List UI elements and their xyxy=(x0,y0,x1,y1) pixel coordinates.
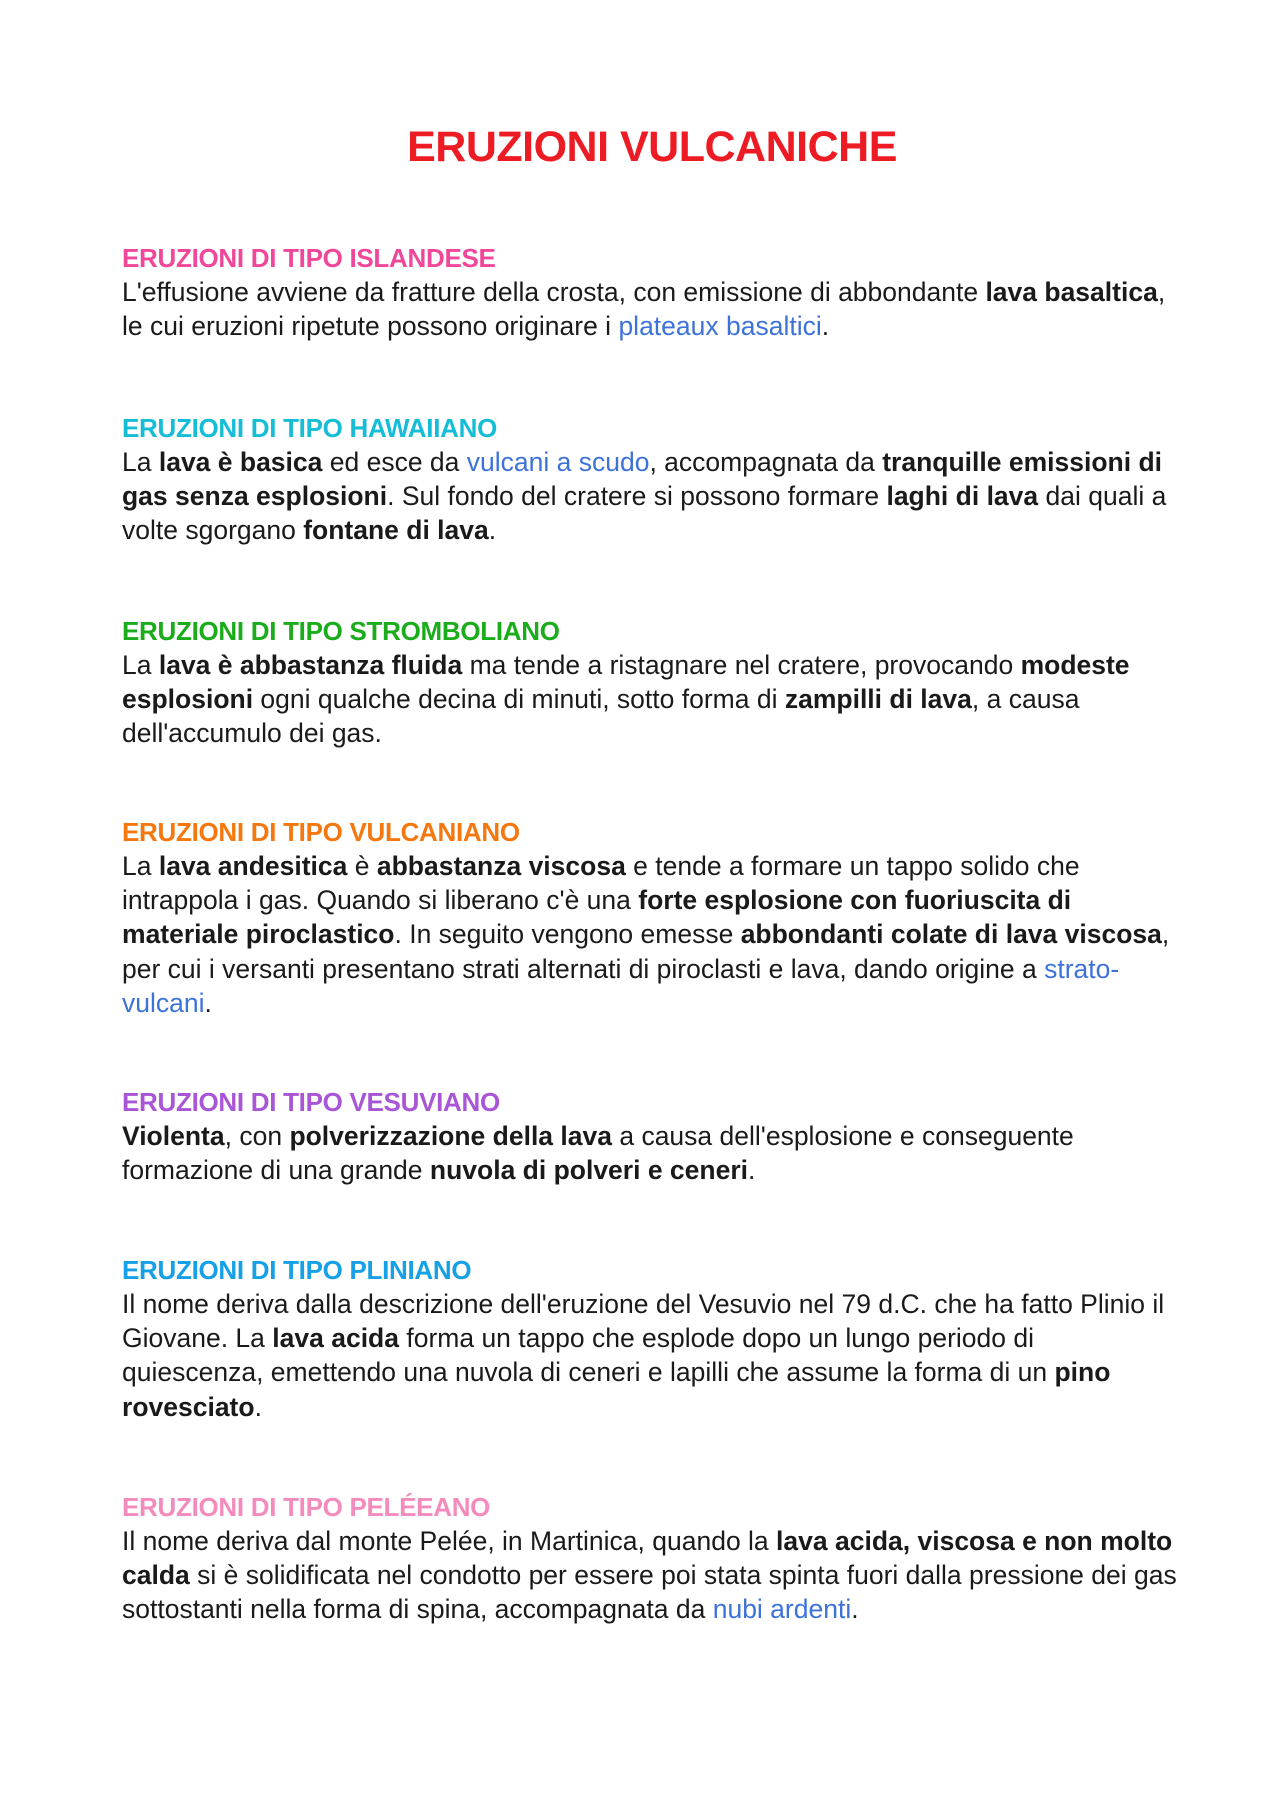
text-span: è xyxy=(347,851,377,881)
text-span: Il nome deriva dalla descrizione dell'eruzione del Vesuvio nel 79 d.C. che ha fatto Plinio il Giovane. La xyxy=(122,1289,1165,1354)
bold-span: lava acida, viscosa e non molto calda xyxy=(122,1526,1173,1591)
bold-span: lava acida xyxy=(272,1323,399,1354)
section-heading-islandese: ERUZIONI DI TIPO ISLANDESE xyxy=(122,243,496,273)
link-strato-vulcani[interactable]: strato-vulcani xyxy=(122,953,1120,1018)
section-body-vesuviano xyxy=(122,1119,1182,1187)
bold-span: abbondanti colate di lava viscosa xyxy=(740,919,1162,950)
text-span: dai quali a volte sgorgano xyxy=(122,481,1167,546)
bold-span: Violenta xyxy=(122,1121,225,1151)
bold-span: lava è abbastanza fluida xyxy=(158,650,463,680)
bold-span: lava andesitica xyxy=(158,851,348,881)
text-span: , le cui eruzioni ripetute possono originare i xyxy=(122,277,1166,342)
section-body-stromboliano xyxy=(122,648,1182,751)
text-span: . xyxy=(821,311,830,342)
section-islandese xyxy=(122,241,1182,343)
section-body-vulcaniano xyxy=(122,849,1182,1020)
page-title: ERUZIONI VULCANICHE xyxy=(407,123,897,171)
link-plateaux-basaltici[interactable]: plateaux basaltici xyxy=(618,311,822,342)
text-span: forma un tappo che esplode dopo un lungo periodo di quiescenza, emettendo una nuvola di ceneri e lapilli che assume la forma di un xyxy=(122,1323,1055,1388)
link-nubi-ardenti[interactable]: nubi ardenti xyxy=(712,1594,852,1625)
section-vesuviano xyxy=(122,1085,1182,1187)
section-body-islandese xyxy=(122,275,1182,343)
text-span: si è solidificata nel condotto per essere poi stata spinta fuori dalla pressione dei gas sottostanti nella forma di spina, accompagnata da xyxy=(122,1560,1177,1625)
text-span: . In seguito vengono emesse xyxy=(394,919,741,950)
text-span: . xyxy=(748,1155,756,1186)
section-heading-stromboliano: ERUZIONI DI TIPO STROMBOLIANO xyxy=(122,616,560,646)
section-heading-hawaiiano: ERUZIONI DI TIPO HAWAIIANO xyxy=(122,413,497,443)
bold-span: pino rovesciato xyxy=(122,1357,1111,1422)
bold-span: tranquille emissioni di gas senza esplosioni xyxy=(122,447,1163,512)
bold-span: lava è basica xyxy=(158,447,323,477)
section-heading-vulcaniano: ERUZIONI DI TIPO VULCANIANO xyxy=(122,817,520,847)
section-stromboliano xyxy=(122,614,1182,751)
text-span: . xyxy=(204,987,212,1018)
text-span: . xyxy=(851,1594,859,1625)
text-span: ma tende a ristagnare nel cratere, provocando xyxy=(462,650,1021,680)
section-body-pliniano xyxy=(122,1287,1182,1424)
bold-span: polverizzazione della lava xyxy=(289,1121,612,1151)
bold-span: modeste esplosioni xyxy=(122,650,1130,715)
section-vulcaniano xyxy=(122,815,1182,1020)
section-body-peleeano xyxy=(122,1524,1182,1627)
section-heading-vesuviano: ERUZIONI DI TIPO VESUVIANO xyxy=(122,1087,500,1117)
text-span: Il nome deriva dal monte Pelée, in Martinica, quando la xyxy=(122,1526,777,1556)
bold-span: forte esplosione con fuoriuscita di materiale piroclastico xyxy=(122,885,1072,950)
bold-span: fontane di lava xyxy=(303,515,489,546)
bold-span: nuvola di polveri e ceneri xyxy=(429,1155,749,1186)
section-peleeano xyxy=(122,1490,1182,1627)
text-span: . xyxy=(488,515,497,546)
text-span: La xyxy=(122,851,159,881)
text-span: La xyxy=(122,447,159,477)
text-span: , a causa dell'accumulo dei gas. xyxy=(122,684,1080,749)
link-vulcani-a-scudo[interactable]: vulcani a scudo xyxy=(466,447,650,477)
bold-span: zampilli di lava xyxy=(784,684,972,715)
section-hawaiiano xyxy=(122,411,1182,548)
section-heading-peleeano: ERUZIONI DI TIPO PELÉEANO xyxy=(122,1492,491,1522)
section-heading-pliniano: ERUZIONI DI TIPO PLINIANO xyxy=(122,1255,472,1285)
bold-span: abbastanza viscosa xyxy=(376,851,626,881)
text-span: . xyxy=(254,1391,262,1422)
bold-span: lava basaltica xyxy=(985,277,1158,307)
text-span: a causa dell'esplosione e conseguente formazione di una grande xyxy=(122,1121,1074,1186)
bold-span: laghi di lava xyxy=(886,481,1039,512)
text-span: e tende a formare un tappo solido che intrappola i gas. Quando si liberano c'è una xyxy=(122,851,1080,916)
text-span: ed esce da xyxy=(322,447,467,477)
text-span: , accompagnata da xyxy=(649,447,883,477)
text-span: . Sul fondo del cratere si possono formare xyxy=(387,481,887,512)
text-span: ogni qualche decina di minuti, sotto forma di xyxy=(253,684,785,715)
text-span: La xyxy=(122,650,159,680)
section-pliniano xyxy=(122,1253,1182,1424)
section-body-hawaiiano xyxy=(122,445,1182,548)
text-span: , con xyxy=(224,1121,290,1151)
text-span: , per cui i versanti presentano strati alternati di piroclasti e lava, dando origine a xyxy=(122,919,1170,984)
text-span: L'effusione avviene da fratture della crosta, con emissione di abbondante xyxy=(122,277,986,307)
